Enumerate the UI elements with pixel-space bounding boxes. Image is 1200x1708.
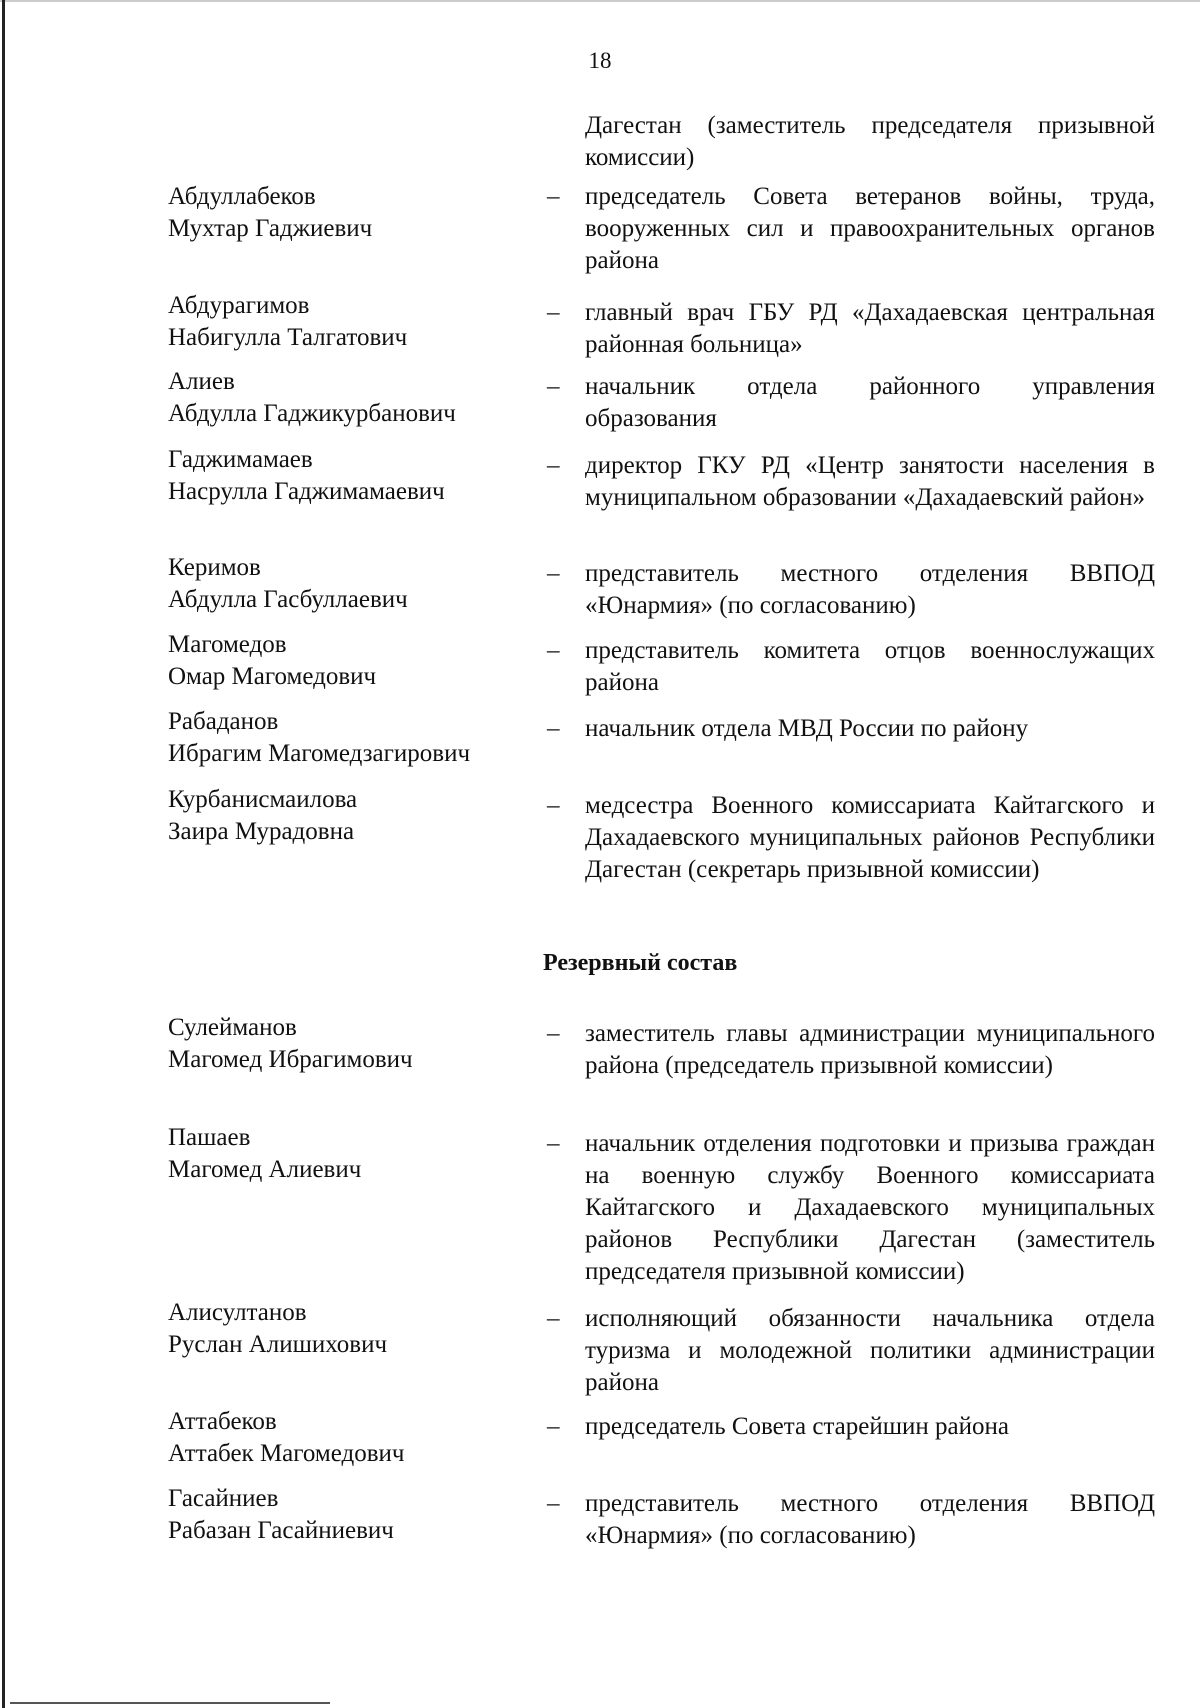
member-surname: Курбанисмаилова (168, 786, 358, 813)
member-surname: Керимов (168, 554, 261, 581)
dash-separator: – (547, 299, 560, 326)
member-role: медсестра Военного комиссариата Кайтагского и Дахадаевского муниципальных районов Республики Дагестан (секретарь призывной комиссии) (585, 792, 1155, 883)
member-given-name: Магомед Алиевич (168, 1156, 362, 1183)
member-surname: Рабаданов (168, 708, 279, 735)
dash-separator: – (547, 373, 560, 400)
member-role: главный врач ГБУ РД «Дахадаевская центральная районная больница» (585, 299, 1155, 358)
dash-separator: – (547, 1413, 560, 1440)
member-role: начальник отдела МВД России по району (585, 715, 1029, 742)
dash-separator: – (547, 183, 560, 210)
reserve-section-heading: Резервный состав (543, 950, 738, 976)
scan-edge-top (0, 0, 1200, 2)
reserve-member-name (168, 1483, 538, 1547)
dash-separator: – (547, 560, 560, 587)
dash-separator: – (547, 1490, 560, 1517)
dash-separator: – (547, 1020, 560, 1047)
reserve-member-name (168, 1406, 538, 1470)
intro-continuation: Дагестан (заместитель председателя призывной комиссии) (585, 112, 1155, 171)
dash-separator: – (547, 452, 560, 479)
reserve-member-role: исполняющий обязанности начальника отдела туризма и молодежной политики администрации района (585, 1305, 1155, 1396)
scan-artifact-line (10, 1702, 330, 1704)
member-surname: Абдуллабеков (168, 183, 316, 210)
member-surname: Аттабеков (168, 1408, 277, 1435)
scan-edge-left (2, 0, 5, 1708)
member-role: председатель Совета ветеранов войны, труда, вооруженных сил и правоохранительных органов района (585, 183, 1155, 274)
member-name (168, 784, 538, 848)
reserve-member-role: председатель Совета старейшин района (585, 1413, 1009, 1440)
dash-separator: – (547, 715, 560, 742)
member-name (168, 629, 538, 693)
member-given-name: Руслан Алишихович (168, 1331, 388, 1358)
reserve-member-name (168, 1012, 538, 1076)
member-given-name: Омар Магомедович (168, 663, 377, 690)
member-role: представитель местного отделения ВВПОД «Юнармия» (по согласованию) (585, 560, 1155, 619)
member-given-name: Абдулла Гаджикурбанович (168, 400, 456, 427)
member-given-name: Рабазан Гасайниевич (168, 1517, 394, 1544)
page-number: 18 (588, 48, 612, 73)
member-given-name: Абдулла Гасбуллаевич (168, 586, 408, 613)
dash-separator: – (547, 637, 560, 664)
member-surname: Гаджимамаев (168, 446, 313, 473)
member-given-name: Набигулла Талгатович (168, 324, 408, 351)
reserve-member-name (168, 1122, 538, 1186)
dash-separator: – (547, 792, 560, 819)
member-surname: Сулейманов (168, 1014, 297, 1041)
member-name (168, 706, 538, 770)
member-role: начальник отдела районного управления образования (585, 373, 1155, 432)
member-given-name: Насрулла Гаджимамаевич (168, 478, 445, 505)
member-name (168, 181, 538, 245)
member-surname: Алисултанов (168, 1299, 307, 1326)
member-role: директор ГКУ РД «Центр занятости населения в муниципальном образовании «Дахадаевский район» (585, 452, 1155, 511)
member-surname: Гасайниев (168, 1485, 279, 1512)
member-surname: Абдурагимов (168, 292, 310, 319)
reserve-member-role: заместитель главы администрации муниципального района (председатель призывной комиссии) (585, 1020, 1155, 1079)
member-surname: Магомедов (168, 631, 287, 658)
member-given-name: Мухтар Гаджиевич (168, 215, 373, 242)
member-given-name: Магомед Ибрагимович (168, 1046, 413, 1073)
dash-separator: – (547, 1130, 560, 1157)
member-name (168, 444, 538, 508)
member-given-name: Ибрагим Магомедзагирович (168, 740, 471, 767)
reserve-member-role: начальник отделения подготовки и призыва граждан на военную службу Военного комиссариата Кайтагского и Дахадаевского муниципальных районов Республики Дагестан (заместитель председателя призывной комиссии) (585, 1130, 1155, 1285)
member-given-name: Заира Мурадовна (168, 818, 355, 845)
member-name (168, 552, 538, 616)
member-surname: Пашаев (168, 1124, 251, 1151)
reserve-member-name (168, 1297, 538, 1361)
dash-separator: – (547, 1305, 560, 1332)
member-role: представитель комитета отцов военнослужащих района (585, 637, 1155, 696)
member-name (168, 366, 538, 430)
member-given-name: Аттабек Магомедович (168, 1440, 405, 1467)
member-name (168, 290, 538, 354)
reserve-member-role: представитель местного отделения ВВПОД «Юнармия» (по согласованию) (585, 1490, 1155, 1549)
member-surname: Алиев (168, 368, 235, 395)
